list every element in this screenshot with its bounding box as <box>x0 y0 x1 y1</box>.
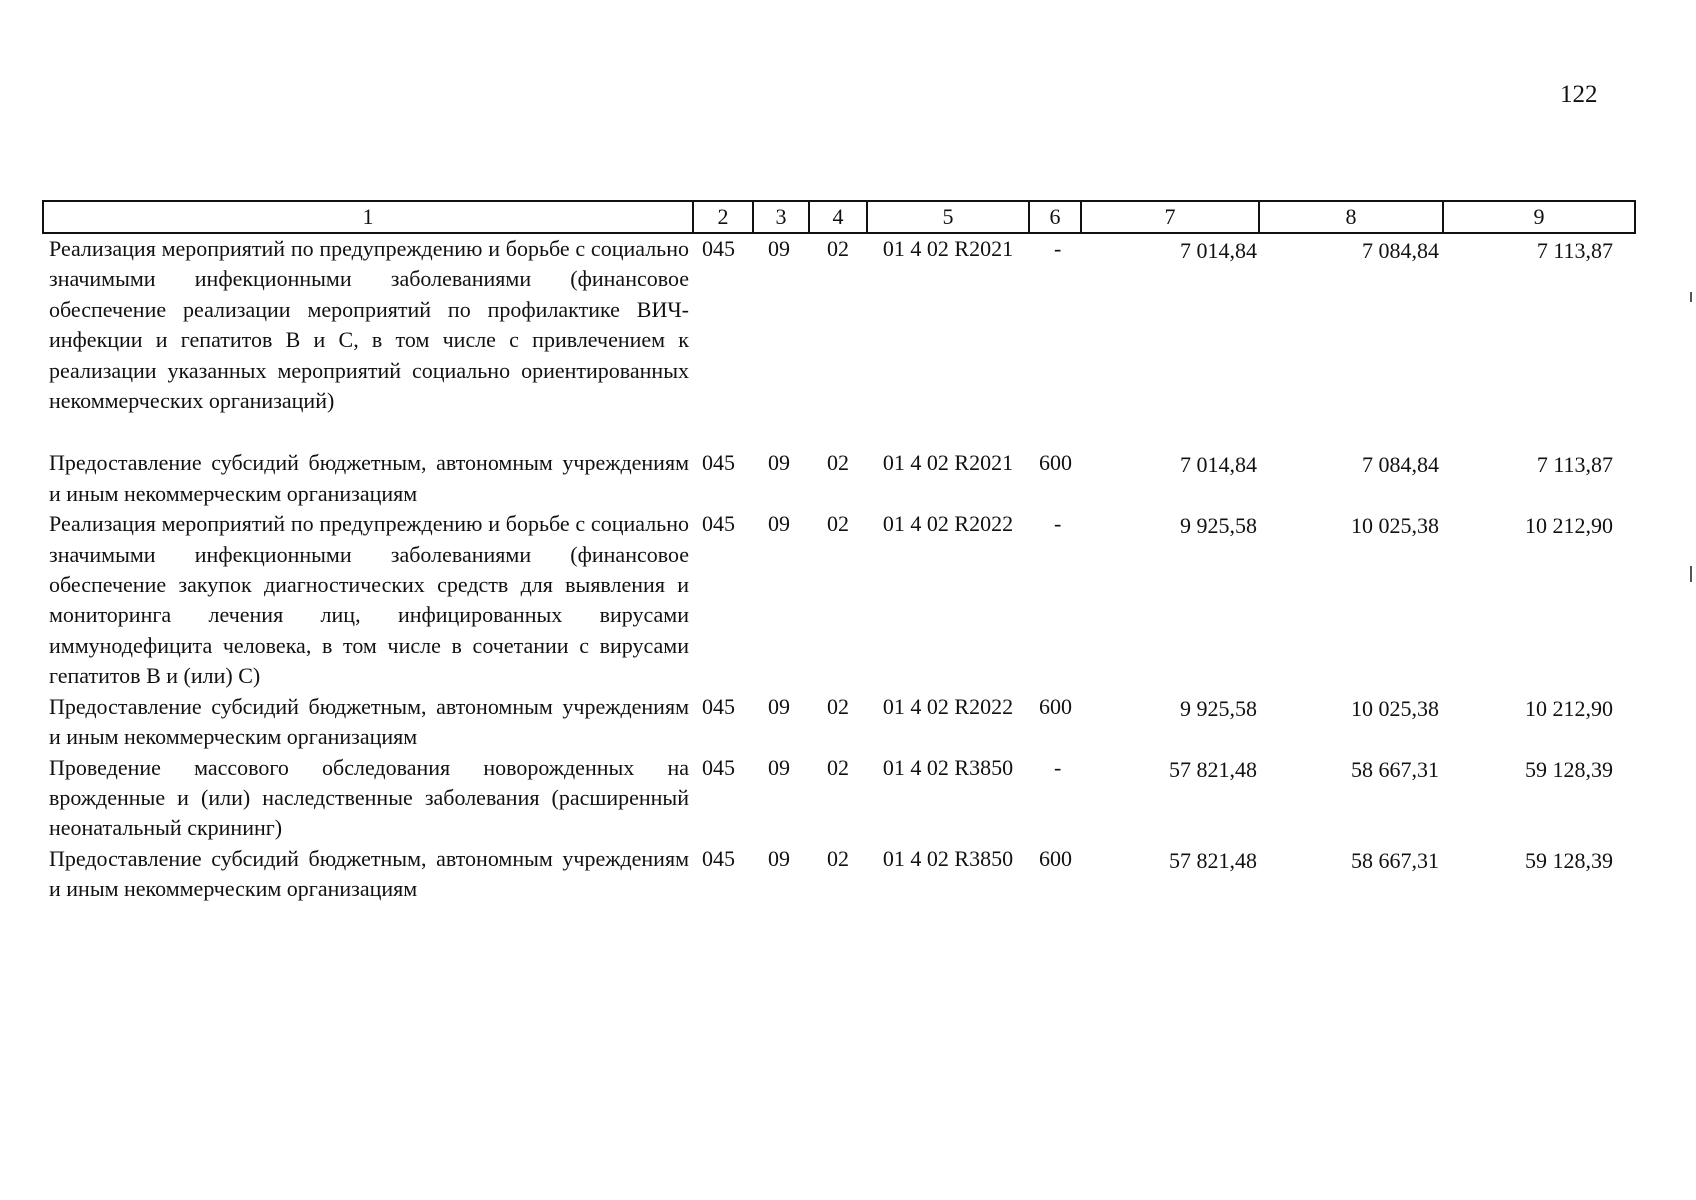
cell-expense-type: - <box>1054 236 1062 261</box>
cell-amount-9: 7 113,87 <box>1536 238 1613 263</box>
cell-subsection: 02 <box>827 236 849 261</box>
header-col-1: 1 <box>43 201 693 233</box>
cell-amount-7: 7 014,84 <box>1180 452 1257 478</box>
cell-admin-code: 045 <box>702 845 735 871</box>
cell-section: 09 <box>768 845 790 871</box>
cell-amount-7: 7 014,84 <box>1180 238 1257 263</box>
table-row <box>43 448 1635 509</box>
row-name <box>43 509 693 691</box>
cell-admin-code: 045 <box>702 693 735 719</box>
cell-expense-type: 600 <box>1039 845 1072 871</box>
header-col-2: 2 <box>693 201 753 233</box>
row-name <box>43 448 693 509</box>
cell-amount-7: 57 821,48 <box>1169 847 1257 873</box>
row-name-text: Реализация мероприятий по предупреждению и борьбе с социально значимыми инфекционными заболеваниями (финансовое обеспечение закупок диагностических средств для выявления и мониторинга лечения лиц, инфицированных вирусами иммунодефицита человека, в том числе в сочетании с вирусами гепатитов В и (или) С) <box>49 511 689 689</box>
header-col-4: 4 <box>809 201 867 233</box>
cell-amount-8: 10 025,38 <box>1351 695 1439 721</box>
cell-admin-code: 045 <box>702 236 735 261</box>
scan-edge-mark <box>1690 566 1692 582</box>
header-col-6: 6 <box>1029 201 1081 233</box>
header-col-9: 9 <box>1443 201 1635 233</box>
cell-target-article: 01 4 02 R2021 <box>882 450 1014 476</box>
cell-amount-8: 7 084,84 <box>1362 452 1439 478</box>
table-row <box>43 509 1635 691</box>
header-col-7: 7 <box>1081 201 1259 233</box>
cell-amount-9: 10 212,90 <box>1525 513 1613 539</box>
cell-amount-7: 57 821,48 <box>1169 756 1257 782</box>
row-name-text: Реализация мероприятий по предупреждению и борьбе с социально значимыми инфекционными заболеваниями (финансовое обеспечение реализации мероприятий по профилактике ВИЧ-инфекции и гепатитов В и С, в том числе с привлечением к реализации указанных мероприятий социально ориентированных некоммерческих организаций) <box>49 236 689 414</box>
row-name-text: Предоставление субсидий бюджетным, автономным учреждениям и иным некоммерческим организациям <box>49 845 689 902</box>
cell-section: 09 <box>768 754 790 780</box>
cell-amount-8: 7 084,84 <box>1362 238 1439 263</box>
row-name-text: Проведение массового обследования новорожденных на врожденные и (или) наследственные заболевания (расширенный неонатальный скрининг) <box>49 754 689 841</box>
cell-amount-7: 9 925,58 <box>1180 695 1257 721</box>
budget-table <box>42 200 1636 905</box>
row-name-text: Предоставление субсидий бюджетным, автономным учреждениям и иным некоммерческим организациям <box>49 693 689 750</box>
cell-subsection: 02 <box>827 845 849 871</box>
cell-subsection: 02 <box>827 511 849 537</box>
header-col-5: 5 <box>867 201 1029 233</box>
cell-section: 09 <box>768 511 790 537</box>
cell-target-article: 01 4 02 R3850 <box>882 754 1014 780</box>
cell-expense-type: - <box>1054 511 1062 537</box>
row-name <box>43 692 693 753</box>
cell-target-article: 01 4 02 R2021 <box>882 236 1014 261</box>
cell-amount-9: 7 113,87 <box>1536 452 1613 478</box>
cell-amount-9: 59 128,39 <box>1525 756 1613 782</box>
cell-target-article: 01 4 02 R2022 <box>882 693 1014 719</box>
cell-amount-7: 9 925,58 <box>1180 513 1257 539</box>
table-row <box>43 233 1635 448</box>
cell-section: 09 <box>768 450 790 476</box>
table-row <box>43 844 1635 905</box>
cell-target-article: 01 4 02 R2022 <box>882 511 1014 537</box>
cell-subsection: 02 <box>827 754 849 780</box>
cell-expense-type: 600 <box>1039 450 1072 476</box>
cell-expense-type: - <box>1054 754 1062 780</box>
row-name <box>43 753 693 844</box>
cell-admin-code: 045 <box>702 511 735 537</box>
cell-amount-9: 59 128,39 <box>1525 847 1613 873</box>
cell-subsection: 02 <box>827 693 849 719</box>
cell-amount-8: 10 025,38 <box>1351 513 1439 539</box>
row-name <box>43 844 693 905</box>
cell-admin-code: 045 <box>702 450 735 476</box>
cell-section: 09 <box>768 693 790 719</box>
cell-admin-code: 045 <box>702 754 735 780</box>
cell-amount-9: 10 212,90 <box>1525 695 1613 721</box>
header-col-3: 3 <box>753 201 809 233</box>
cell-section: 09 <box>768 236 790 261</box>
cell-expense-type: 600 <box>1039 693 1072 719</box>
scan-edge-mark <box>1690 292 1692 302</box>
row-name <box>43 233 693 448</box>
table-row <box>43 753 1635 844</box>
cell-amount-8: 58 667,31 <box>1351 756 1439 782</box>
row-name-text: Предоставление субсидий бюджетным, автономным учреждениям и иным некоммерческим организациям <box>49 450 689 506</box>
page-number: 122 <box>1560 81 1598 108</box>
cell-subsection: 02 <box>827 450 849 476</box>
table-row <box>43 692 1635 753</box>
header-col-8: 8 <box>1259 201 1443 233</box>
cell-amount-8: 58 667,31 <box>1351 847 1439 873</box>
header-row <box>43 201 1635 233</box>
cell-target-article: 01 4 02 R3850 <box>882 845 1014 871</box>
